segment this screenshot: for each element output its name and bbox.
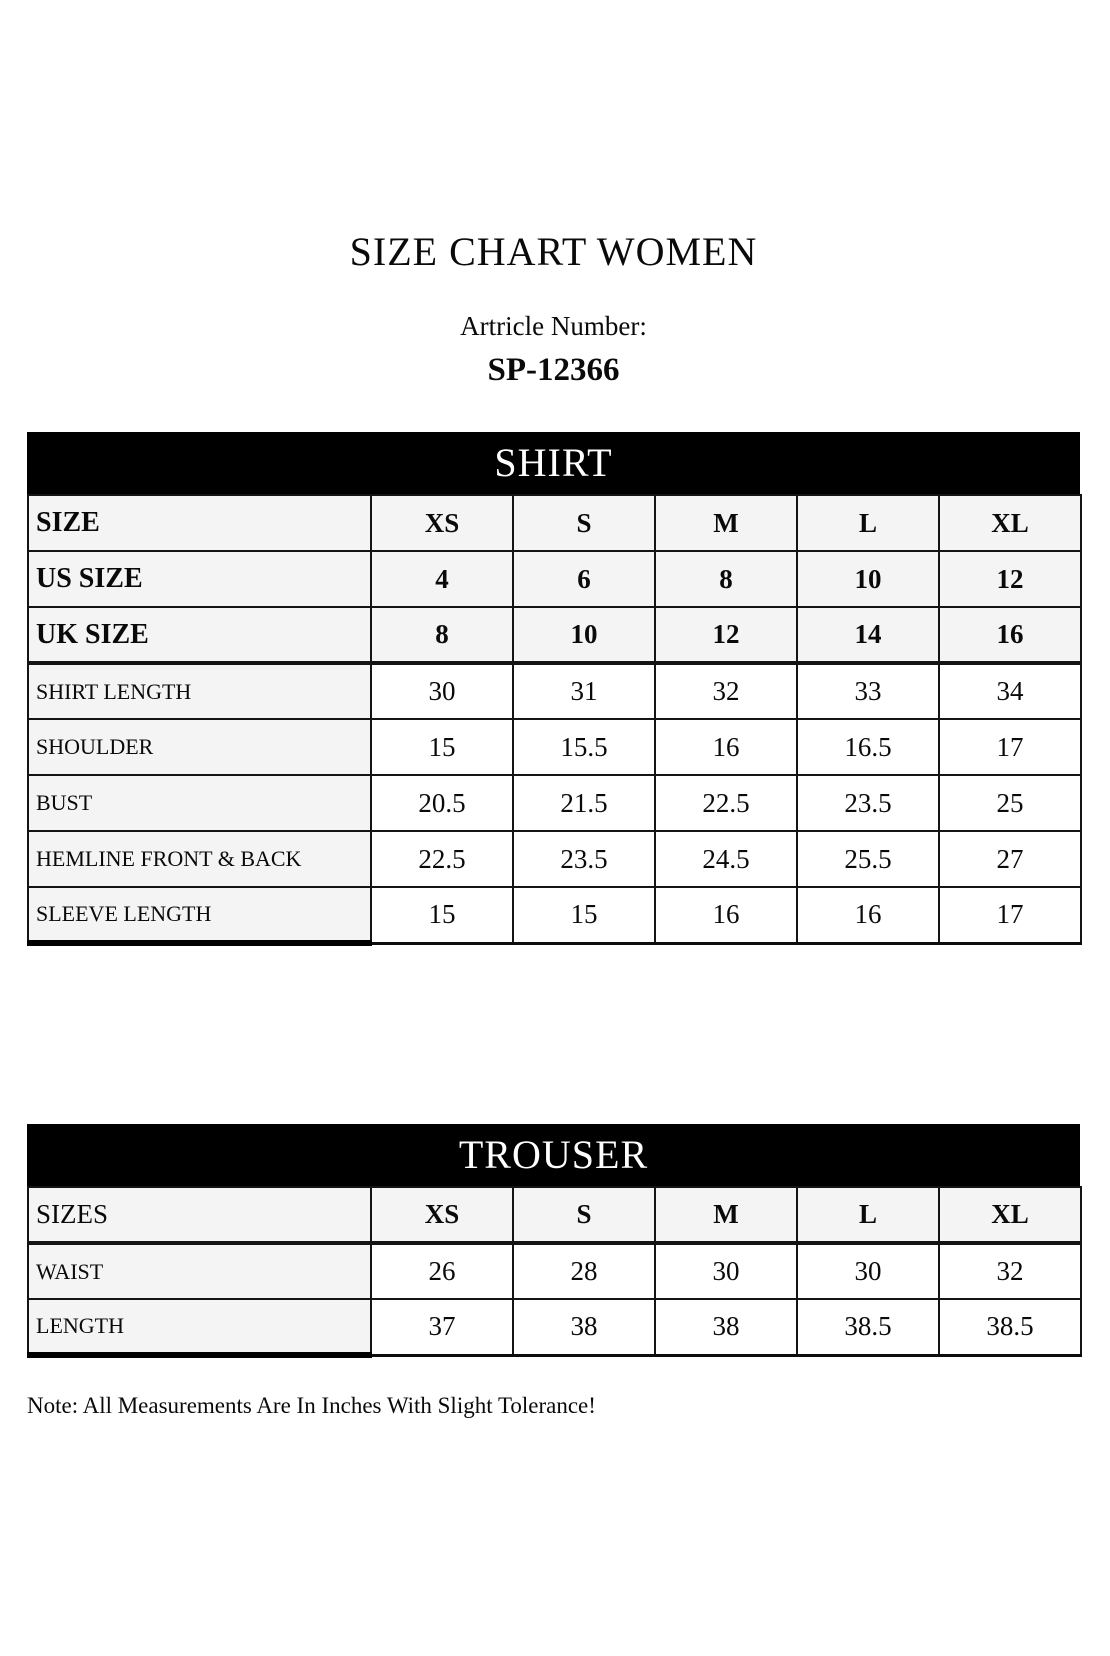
cell-value: 15: [371, 719, 513, 775]
cell-value: L: [797, 1187, 939, 1243]
cell-value: 16: [939, 607, 1081, 663]
cell-value: 25.5: [797, 831, 939, 887]
cell-value: 16: [655, 887, 797, 943]
cell-value: L: [797, 495, 939, 551]
row-label: SIZE: [28, 495, 371, 551]
cell-value: XL: [939, 495, 1081, 551]
cell-value: 17: [939, 887, 1081, 943]
table-row: [28, 775, 1081, 831]
cell-value: 27: [939, 831, 1081, 887]
cell-value: 23.5: [513, 831, 655, 887]
table-row: [28, 1299, 1081, 1355]
cell-value: 26: [371, 1243, 513, 1299]
cell-value: 30: [655, 1243, 797, 1299]
row-label: BUST: [28, 775, 371, 831]
cell-value: 16.5: [797, 719, 939, 775]
row-label: HEMLINE FRONT & BACK: [28, 831, 371, 887]
cell-value: 15.5: [513, 719, 655, 775]
article-number-label: Artricle Number:: [460, 311, 647, 341]
cell-value: 33: [797, 663, 939, 719]
trouser-section: [27, 1124, 1080, 1358]
cell-value: 25: [939, 775, 1081, 831]
cell-value: 34: [939, 663, 1081, 719]
cell-value: M: [655, 495, 797, 551]
cell-value: 31: [513, 663, 655, 719]
cell-value: 38.5: [939, 1299, 1081, 1355]
trouser-table-title: TROUSER: [27, 1124, 1080, 1186]
cell-value: 24.5: [655, 831, 797, 887]
cell-value: 38: [513, 1299, 655, 1355]
table-row: [28, 663, 1081, 719]
table-row: [28, 1187, 1081, 1243]
cell-value: 4: [371, 551, 513, 607]
cell-value: 37: [371, 1299, 513, 1355]
cell-value: 28: [513, 1243, 655, 1299]
table-row: [28, 1243, 1081, 1299]
cell-value: 14: [797, 607, 939, 663]
cell-value: 38: [655, 1299, 797, 1355]
cell-value: 21.5: [513, 775, 655, 831]
content-column: [27, 230, 1080, 1420]
cell-value: 6: [513, 551, 655, 607]
cell-value: M: [655, 1187, 797, 1243]
cell-value: 12: [939, 551, 1081, 607]
table-row: [28, 551, 1081, 607]
measurement-note: Note: All Measurements Are In Inches With Slight Tolerance!: [27, 1393, 596, 1418]
shirt-table-title: SHIRT: [27, 432, 1080, 494]
cell-value: S: [513, 495, 655, 551]
cell-value: S: [513, 1187, 655, 1243]
page-title: SIZE CHART WOMEN: [349, 229, 758, 274]
shirt-size-table: [27, 494, 1082, 946]
row-label: SHOULDER: [28, 719, 371, 775]
trouser-size-table: [27, 1186, 1082, 1358]
row-label: SIZES: [28, 1187, 371, 1243]
cell-value: 10: [797, 551, 939, 607]
cell-value: 20.5: [371, 775, 513, 831]
cell-value: 16: [797, 887, 939, 943]
shirt-section: [27, 432, 1080, 946]
row-label: LENGTH: [28, 1299, 371, 1355]
cell-value: 32: [655, 663, 797, 719]
cell-value: XS: [371, 495, 513, 551]
article-number-value: SP-12366: [487, 352, 620, 388]
cell-value: XL: [939, 1187, 1081, 1243]
cell-value: 10: [513, 607, 655, 663]
cell-value: 12: [655, 607, 797, 663]
table-row: [28, 495, 1081, 551]
table-row: [28, 887, 1081, 943]
cell-value: 30: [797, 1243, 939, 1299]
row-label: SHIRT LENGTH: [28, 663, 371, 719]
cell-value: 30: [371, 663, 513, 719]
cell-value: 23.5: [797, 775, 939, 831]
cell-value: 8: [655, 551, 797, 607]
cell-value: 15: [371, 887, 513, 943]
cell-value: 22.5: [655, 775, 797, 831]
cell-value: 32: [939, 1243, 1081, 1299]
cell-value: 15: [513, 887, 655, 943]
cell-value: XS: [371, 1187, 513, 1243]
cell-value: 17: [939, 719, 1081, 775]
cell-value: 16: [655, 719, 797, 775]
row-label: WAIST: [28, 1243, 371, 1299]
row-label: US SIZE: [28, 551, 371, 607]
row-label: UK SIZE: [28, 607, 371, 663]
row-label: SLEEVE LENGTH: [28, 887, 371, 943]
cell-value: 22.5: [371, 831, 513, 887]
table-row: [28, 831, 1081, 887]
table-row: [28, 719, 1081, 775]
cell-value: 8: [371, 607, 513, 663]
table-row: [28, 607, 1081, 663]
cell-value: 38.5: [797, 1299, 939, 1355]
